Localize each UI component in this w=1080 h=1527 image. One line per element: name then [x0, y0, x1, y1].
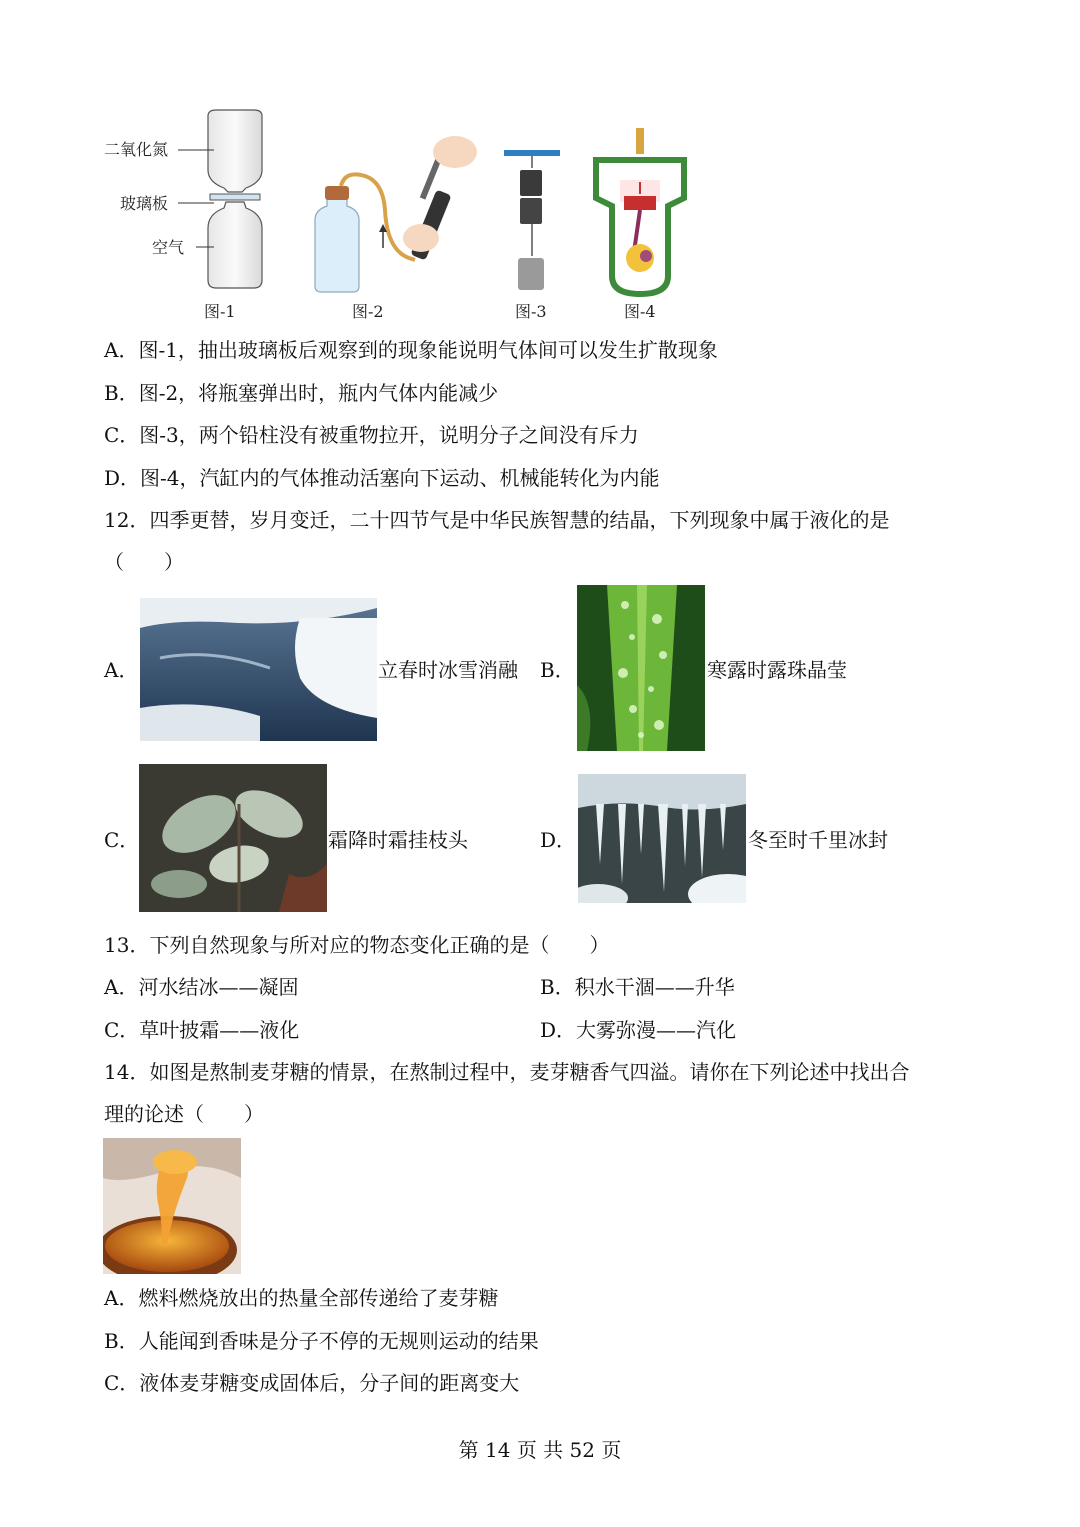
fig2-caption: 图-2 — [352, 302, 384, 321]
fig1-label-no2: 二氧化氮 — [104, 140, 169, 159]
q12-option-b-image — [577, 585, 705, 751]
q12-option-b-letter: B． — [540, 658, 575, 682]
figure-4 — [590, 126, 690, 298]
q12-option-c-text: 霜降时霜挂枝头 — [328, 828, 468, 852]
q11-option-d: D．图-4，汽缸内的气体推动活塞向下运动、机械能转化为内能 — [104, 466, 660, 490]
q11-option-c: C．图-3，两个铅柱没有被重物拉开，说明分子之间没有斥力 — [104, 423, 639, 447]
q12-option-d-letter: D． — [540, 828, 577, 852]
q13-option-b: B．积水干涸——升华 — [540, 975, 735, 999]
q14-option-a: A．燃料燃烧放出的热量全部传递给了麦芽糖 — [104, 1286, 499, 1310]
page-footer: 第 14 页 共 52 页 — [458, 1438, 622, 1462]
q13-option-a: A．河水结冰——凝固 — [104, 975, 299, 999]
fig4-caption: 图-4 — [624, 302, 656, 321]
q12-option-c-image — [139, 764, 327, 912]
q11-option-a: A．图-1，抽出玻璃板后观察到的现象能说明气体间可以发生扩散现象 — [104, 338, 718, 362]
q14-option-c: C．液体麦芽糖变成固体后，分子间的距离变大 — [104, 1371, 520, 1395]
q12-option-d-image — [578, 774, 746, 903]
q12-option-a-text: 立春时冰雪消融 — [378, 658, 518, 682]
q11-option-b: B．图-2，将瓶塞弹出时，瓶内气体内能减少 — [104, 381, 499, 405]
q12-stem-line2: （ ） — [104, 550, 184, 574]
fig1-label-glass: 玻璃板 — [120, 194, 169, 213]
fig1-label-air: 空气 — [152, 238, 185, 257]
q13-option-c: C．草叶披霜——液化 — [104, 1018, 300, 1042]
q14-stem-line1: 14．如图是熬制麦芽糖的情景，在熬制过程中，麦芽糖香气四溢。请你在下列论述中找出合 — [104, 1060, 910, 1084]
fig1-leader-lines — [176, 140, 216, 260]
q12-option-b-text: 寒露时露珠晶莹 — [707, 658, 847, 682]
q12-stem-line1: 12．四季更替，岁月变迁，二十四节气是中华民族智慧的结晶，下列现象中属于液化的是 — [104, 508, 890, 532]
q12-option-c-letter: C． — [104, 828, 140, 852]
figure-2 — [305, 130, 490, 300]
q14-stem-line2: 理的论述（ ） — [104, 1102, 264, 1126]
fig3-caption: 图-3 — [515, 302, 547, 321]
q12-option-a-letter: A． — [104, 658, 139, 682]
fig1-caption: 图-1 — [204, 302, 236, 321]
q12-option-a-image — [140, 598, 377, 741]
q13-option-d: D．大雾弥漫——汽化 — [540, 1018, 737, 1042]
figure-3 — [500, 146, 564, 298]
q12-option-d-text: 冬至时千里冰封 — [748, 828, 888, 852]
q14-maltose-image — [103, 1138, 241, 1274]
q14-option-b: B．人能闻到香味是分子不停的无规则运动的结果 — [104, 1329, 539, 1353]
q13-stem: 13．下列自然现象与所对应的物态变化正确的是（ ） — [104, 933, 610, 957]
